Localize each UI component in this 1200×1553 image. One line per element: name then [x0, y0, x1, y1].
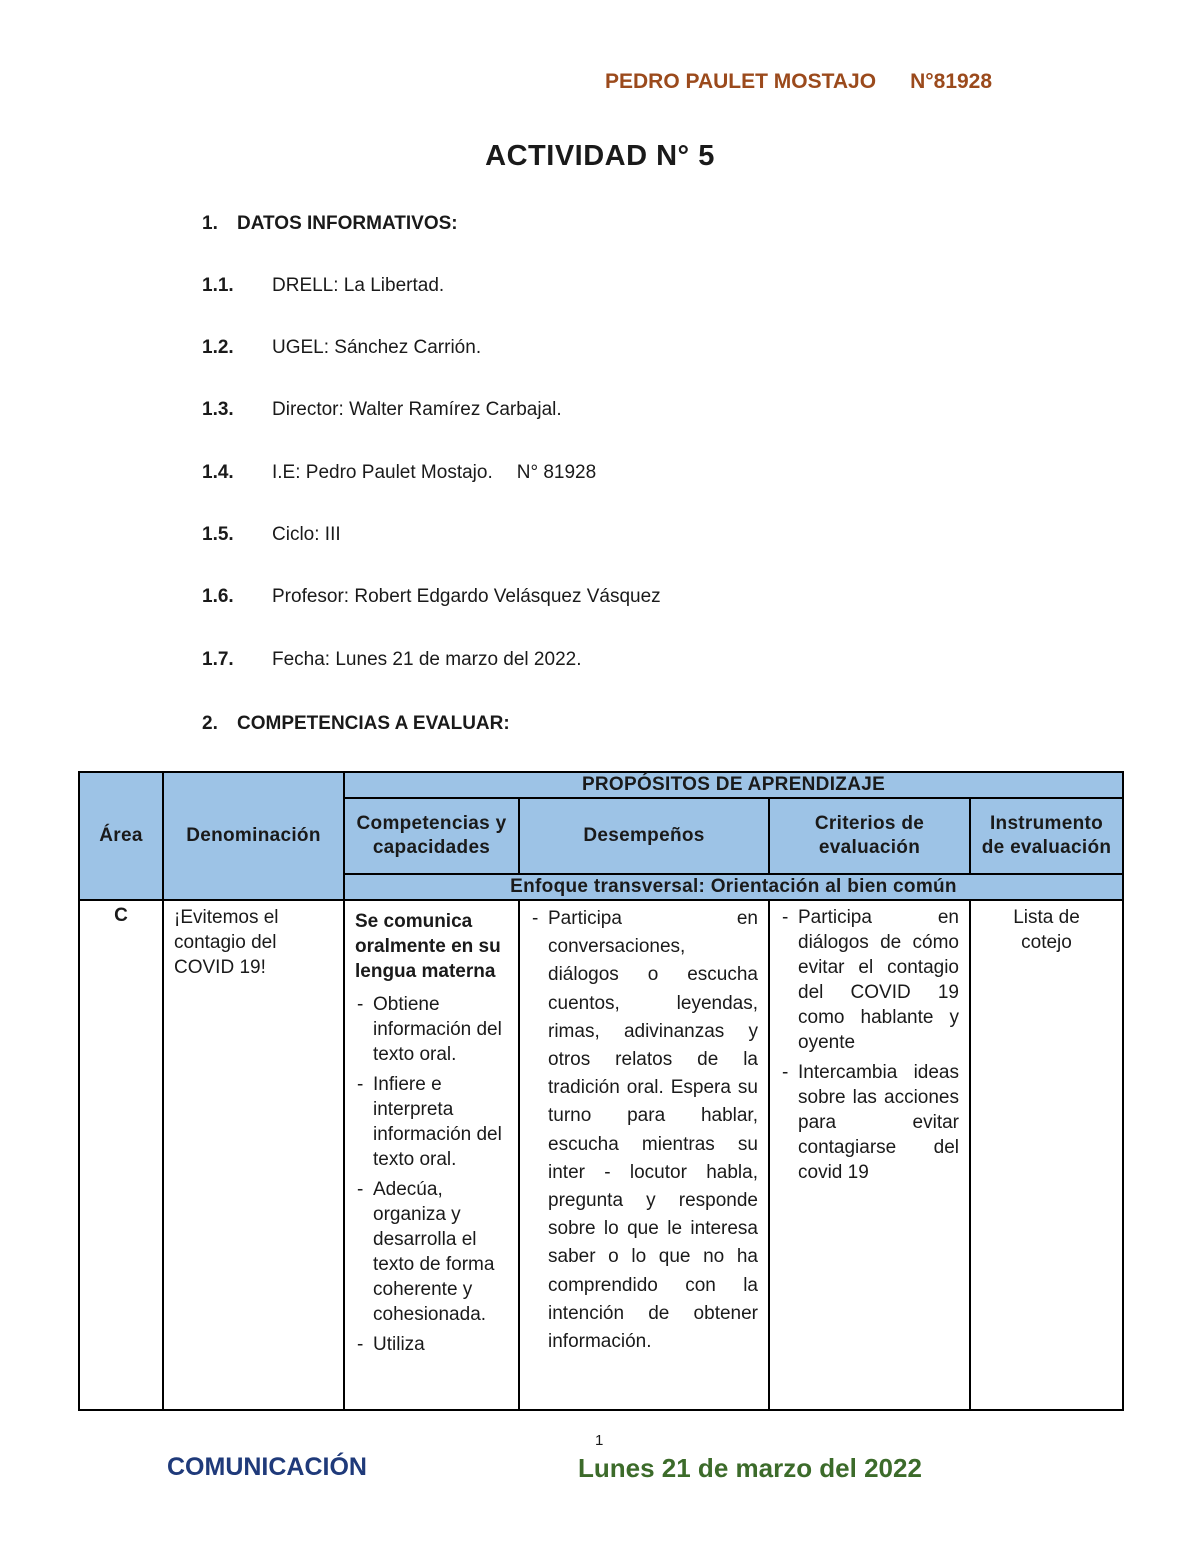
cell-desempenos [519, 900, 769, 1410]
section-heading-2 [202, 713, 510, 735]
section-heading-1 [202, 213, 458, 235]
cell-denominacion: ¡Evitemos el contagio del COVID 19! [163, 900, 344, 1410]
page-header [605, 70, 992, 94]
info-item-3 [202, 399, 562, 421]
list-item: - Participa en diálogos de cómo evitar el contagio del COVID 19 como hablante y oyente [780, 905, 959, 1055]
header-area: Área [79, 772, 163, 900]
info-item-2 [202, 337, 481, 359]
header-propositos: PROPÓSITOS DE APRENDIZAJE [344, 772, 1123, 798]
list-item: - Participa en conversaciones, diálogos o escucha cuentos, leyendas, rimas, adivinanzas y otros relatos de la tradición oral. Espera su turno para hablar, escucha mientras su inter - locutor habla, pregunta y responde sobre lo que le interesa saber o lo que no ha comprendido con la intención de obtener información. [530, 905, 758, 1356]
competencies-table [78, 771, 1124, 1411]
criterios-list [780, 905, 959, 1185]
item-number: 1.1. [202, 275, 234, 296]
section-number: 2. [202, 713, 218, 734]
item-number: 1.7. [202, 649, 234, 670]
info-item-7 [202, 649, 581, 671]
competencia-title: Se comunica oralmente en su lengua materna [355, 911, 501, 982]
footer-area: COMUNICACIÓN [167, 1453, 367, 1481]
item-number: 1.4. [202, 462, 234, 483]
cell-competencias [344, 900, 519, 1410]
header-instrumento: Instrumento de evaluación [970, 798, 1123, 874]
item-text: I.E: Pedro Paulet Mostajo. [272, 462, 493, 483]
header-school: PEDRO PAULET MOSTAJO [605, 70, 877, 93]
section-number: 1. [202, 213, 218, 234]
cell-instrumento: Lista de cotejo [970, 900, 1123, 1410]
header-enfoque: Enfoque transversal: Orientación al bien común [344, 874, 1123, 900]
header-competencias: Competencias y capacidades [344, 798, 519, 874]
item-number: 1.5. [202, 524, 234, 545]
list-item: - Utiliza [355, 1332, 508, 1357]
item-text: Fecha: Lunes 21 de marzo del 2022. [272, 649, 582, 670]
section-label: DATOS INFORMATIVOS: [237, 213, 458, 234]
list-item: - Obtiene información del texto oral. [355, 992, 508, 1067]
item-text: UGEL: Sánchez Carrión. [272, 337, 482, 358]
item-number: 1.2. [202, 337, 234, 358]
page-title: ACTIVIDAD N° 5 [485, 140, 715, 172]
item-text: Ciclo: III [272, 524, 341, 545]
item-number: 1.6. [202, 586, 234, 607]
header-denominacion: Denominación [163, 772, 344, 900]
item-text: DRELL: La Libertad. [272, 275, 445, 296]
list-item: - Intercambia ideas sobre las acciones para evitar contagiarse del covid 19 [780, 1060, 959, 1185]
page-number: 1 [595, 1432, 604, 1449]
item-number: 1.3. [202, 399, 234, 420]
desempenos-list [530, 905, 758, 1356]
list-item: - Infiere e interpreta información del texto oral. [355, 1072, 508, 1172]
info-item-1 [202, 275, 444, 297]
header-criterios: Criterios de evaluación [769, 798, 970, 874]
footer-date: Lunes 21 de marzo del 2022 [578, 1453, 922, 1483]
cell-criterios [769, 900, 970, 1410]
item-extra: N° 81928 [516, 462, 597, 483]
item-text: Profesor: Robert Edgardo Velásquez Vásquez [272, 586, 661, 607]
section-label: COMPETENCIAS A EVALUAR: [237, 713, 510, 734]
item-text: Director: Walter Ramírez Carbajal. [272, 399, 562, 420]
header-desempenos: Desempeños [519, 798, 769, 874]
capacidades-list [355, 992, 508, 1357]
header-number: N°81928 [910, 70, 993, 93]
info-item-6 [202, 586, 661, 608]
info-item-5 [202, 524, 341, 546]
list-item: - Adecúa, organiza y desarrolla el texto de forma coherente y cohesionada. [355, 1177, 508, 1327]
info-item-4 [202, 462, 596, 484]
cell-area: C [79, 900, 163, 1410]
